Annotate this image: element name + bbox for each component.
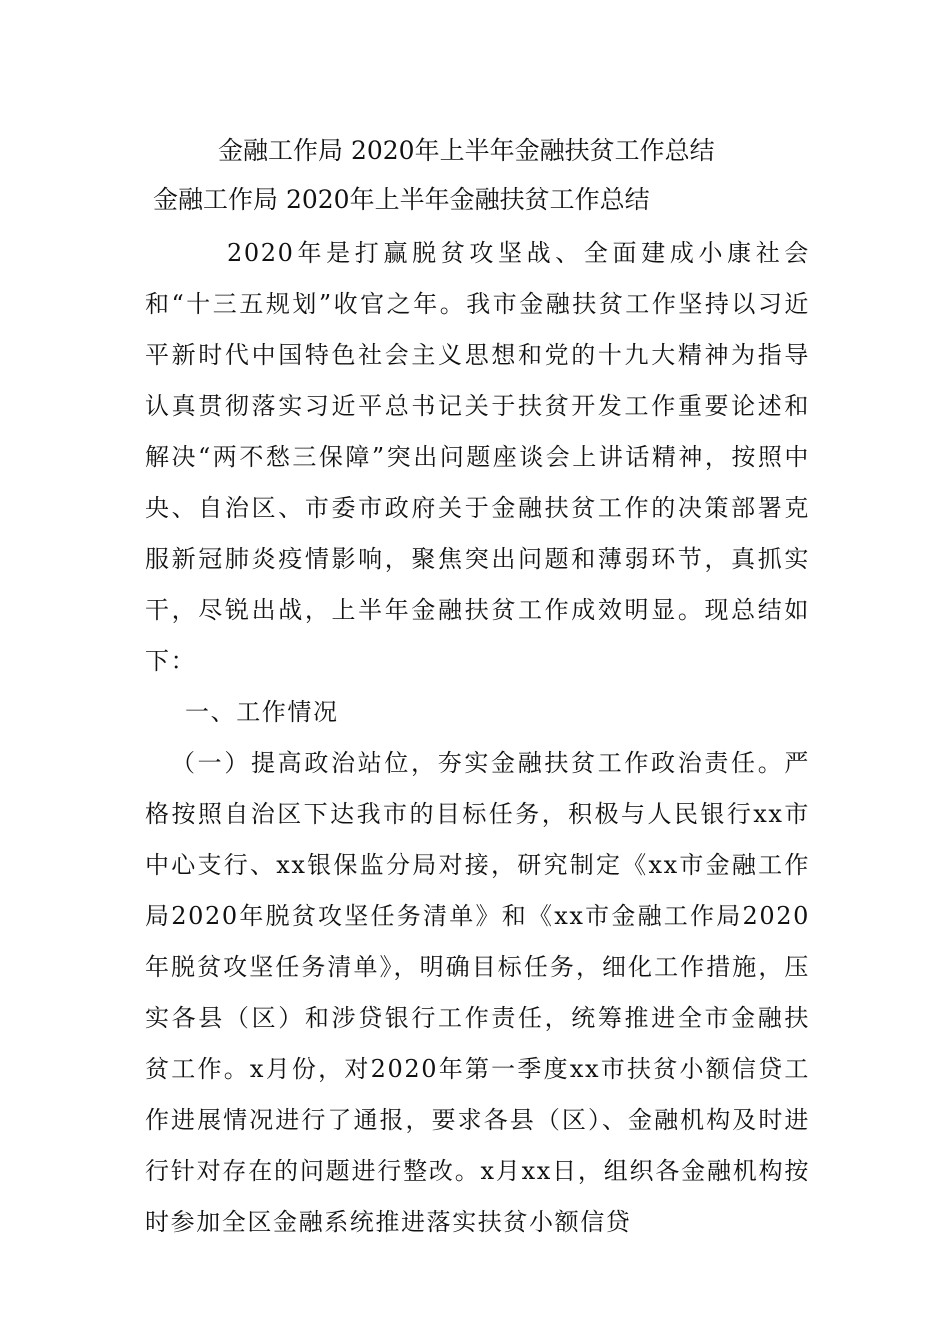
document-body (145, 228, 810, 1248)
intro-paragraph: 2020年是打赢脱贫攻坚战、全面建成小康社会和“十三五规划”收官之年。我市金融扶贫工作坚持以习近平新时代中国特色社会主义思想和党的十九大精神为指导认真贯彻落实习近平总书记关于扶贫开发工作重要论述和解决“两不愁三保障”突出问题座谈会上讲话精神，按照中央、自治区、市委市政府关于金融扶贫工作的决策部署克服新冠肺炎疫情影响，聚焦突出问题和薄弱环节，真抓实干，尽锐出战，上半年金融扶贫工作成效明显。现总结如下： (145, 239, 810, 675)
subsection-paragraph: （一）提高政治站位，夯实金融扶贫工作政治责任。严格按照自治区下达我市的目标任务，积极与人民银行xx市中心支行、xx银保监分局对接，研究制定《xx市金融工作局2020年脱贫攻坚任务清单》和《xx市金融工作局2020年脱贫攻坚任务清单》，明确目标任务，细化工作措施，压实各县（区）和涉贷银行工作责任，统筹推进全市金融扶贫工作。x月份，对2020年第一季度xx市扶贫小额信贷工作进展情况进行了通报，要求各县（区）、金融机构及时进行针对存在的问题进行整改。x月xx日，组织各金融机构按时参加全区金融系统推进落实扶贫小额信贷 (145, 749, 810, 1236)
section-heading: 一、工作情况 (185, 698, 339, 726)
document-subtitle: 金融工作局 2020年上半年金融扶贫工作总结 (153, 185, 650, 214)
document-title: 金融工作局 2020年上半年金融扶贫工作总结 (218, 136, 715, 165)
